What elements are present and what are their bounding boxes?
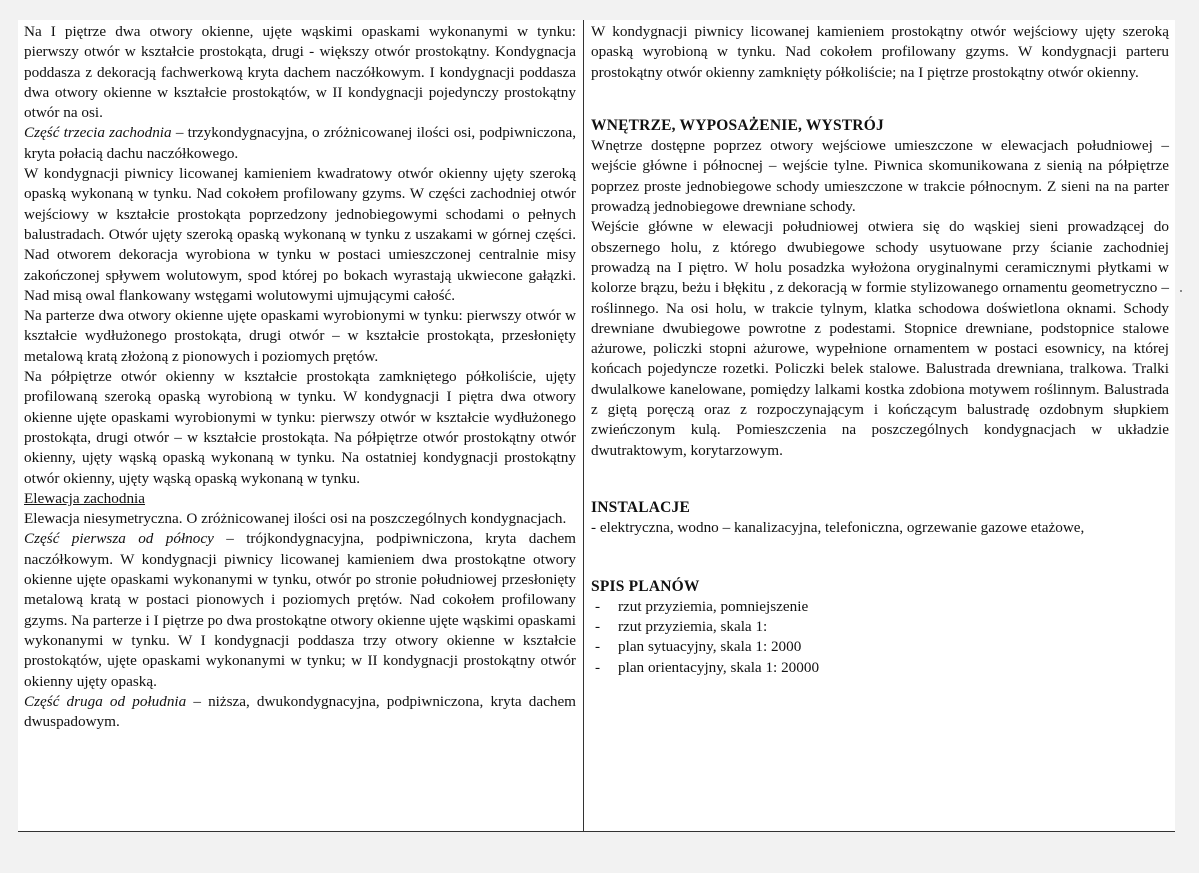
installations-text: - elektryczna, wodno – kanalizacyjna, telefoniczna, ogrzewanie gazowe etażowe,: [591, 519, 1085, 537]
plans-list-item: - rzut przyziemia, pomniejszenie: [591, 597, 1169, 617]
column-divider: [583, 20, 584, 831]
plans-list: [591, 597, 1169, 678]
paragraph-part-two-south: [24, 692, 576, 733]
plans-list-item: - plan orientacyjny, skala 1: 20000: [591, 658, 1169, 678]
right-column: [591, 22, 1169, 678]
part-one-north-text: trójkondygnacyjna, podpiwniczona, kryta dachem naczółkowym. W kondygnacji piwnicy licowanej kamieniem dwa prostokątne otwory okienne ujęte opaskami wykonanymi w tynku, otwór po stronie południowej przesłonięty metalową kratą w postaci pionowych i poziomych prętów. Nad cokołem profilowany gzyms. Na parterze i I piętrze po dwa prostokątne otwory okienne ujęte wąskimi opaskami wykonanymi w tynku. W I kondygnacji poddasza trzy otwory okienne w kształcie prostokątów, ujęte opaskami wykonanymi w tynku; w II kondygnacji prostokątny otwór okienny ujęty opaską.: [24, 530, 576, 690]
west-elevation-heading: Elewacja zachodnia: [24, 489, 146, 507]
interior-heading: WNĘTRZE, WYPOSAŻENIE, WYSTRÓJ: [591, 116, 884, 134]
plans-heading: SPIS PLANÓW: [591, 577, 700, 595]
paragraph-basement-entrance-right: W kondygnacji piwnicy licowanej kamieniem prostokątny otwór wejściowy ujęty szeroką opaską wyrobioną w tynku. Nad cokołem profilowany gzyms. W kondygnacji parteru prostokątny otwór okienny zamknięty półkoliście; na I piętrze prostokątny otwór okienny.: [591, 23, 1169, 81]
paragraph-west-elevation: Elewacja niesymetryczna. O zróżnicowanej ilości osi na poszczególnych kondygnacjach.: [24, 510, 567, 528]
left-column: [24, 22, 576, 732]
part-two-south-lead: Część druga od południa –: [24, 692, 201, 710]
part-three-west-text: trzykondygnacyjna, o zróżnicowanej ilości osi, podpiwniczona, kryta połacią dachu naczółkowego.: [24, 124, 577, 162]
paragraph-ground-floor: Na parterze dwa otwory okienne ujęte opaskami wyrobionymi w tynku: pierwszy otwór w kształcie wydłużonego prostokąta, drugi otwór – w kształcie prostokąta, przesłonięty metalową kratą złożoną z pionowych i poziomych prętów.: [24, 307, 576, 365]
paragraph-part-one-north: [24, 529, 576, 691]
part-three-west-lead: Część trzecia zachodnia –: [24, 124, 184, 142]
plans-list-item: - rzut przyziemia, skala 1:: [591, 617, 1169, 637]
installations-heading: INSTALACJE: [591, 498, 691, 516]
scan-speck: [1180, 290, 1182, 292]
paragraph-interior-hall: Wejście główne w elewacji południowej otwiera się do wąskiej sieni prowadzącej do obszernego holu, z którego dwubiegowe schody usytuowane przy ścianie zachodniej prowadzą na I piętro. W holu posadzka wyłożona oryginalnymi ceramicznymi płytkami w kolorze brązu, beżu i błękitu , z dekoracją w formie stylizowanego ornamentu geometryczno –roślinnego. Na osi holu, w trakcie tylnym, klatka schodowa doświetlona oknami. Schody drewniane dwubiegowe powrotne z podestami. Stopnice drewniane, podstopnice stalowe ażurowe, policzki stopni ażurowe, wypełnione ornamentem w postaci esownicy, na której końcach pojedyncze rozetki. Policzki belek stalowe. Balustrada drewniana, tralkowa. Tralki dwulalkowe kanelowane, pomiędzy lalkami kostka zdobiona motywem roślinnym. Balustrada z giętą poręczą oraz z rozpoczynającym i kończącym balustradę ozdobnym słupkiem zwieńczonym kulą. Pomieszczenia na poszczególnych kondygnacjach w układzie dwutraktowym, korytarzowym.: [591, 218, 1169, 459]
paragraph-first-floor-windows: Na I piętrze dwa otwory okienne, ujęte wąskimi opaskami wykonanymi w tynku: pierwszy otwór w kształcie prostokąta, drugi - większy otwór prostokątny. Kondygnacja poddasza z dekoracją fachwerkową kryta dachem naczółkowym. I kondygnacji poddasza dwa otwory okienne w kształcie prostokątów, w II kondygnacji pojedynczy prostokątny otwór na osi.: [24, 23, 576, 122]
plans-list-item: - plan sytuacyjny, skala 1: 2000: [591, 637, 1169, 657]
part-two-south-text: niższa, dwukondygnacyjna, podpiwniczona, kryta dachem dwuspadowym.: [24, 692, 576, 731]
paragraph-part-three-west: [24, 123, 576, 164]
part-one-north-lead: Część pierwsza od północy –: [24, 530, 234, 548]
paragraph-interior-access: Wnętrze dostępne poprzez otwory wejściowe umieszczone w elewacjach południowej – wejście główne i północnej – wejście tylne. Piwnica skomunikowana z sienią na półpiętrze poprzez proste jednobiegowe schody umieszczone w trakcie północnym. Z sieni na na parter prowadzą jednobiegowe drewniane schody.: [591, 137, 1169, 216]
bottom-rule: [18, 831, 1175, 832]
paragraph-mezzanine: Na półpiętrze otwór okienny w kształcie prostokąta zamkniętego półkoliście, ujęty profilowaną szeroką opaską wyrobioną w tynku. W kondygnacji I piętra dwa otwory okienne ujęte opaskami wyrobionymi w tynku: pierwszy otwór w kształcie wydłużonego prostokąta, drugi otwór – w kształcie prostokąta. Na półpiętrze otwór prostokątny otwór okienny, ujęty wąską opaską wykonaną w tynku. Na ostatniej kondygnacji prostokątny otwór okienny, ujęty wąską opaską wykonaną w tynku.: [24, 368, 576, 487]
paragraph-basement-entrance: W kondygnacji piwnicy licowanej kamieniem kwadratowy otwór okienny ujęty szeroką opaską wykonaną w tynku. Nad cokołem profilowany gzyms. W części zachodniej otwór wejściowy w kształcie prostokąta poprzedzony jednobiegowymi schodami o pełnych balustradach. Otwór ujęty szeroką opaską wykonaną w tynku z uszakami w górnej części. Nad otworem dekoracja wyrobiona w tynku w postaci umieszczonej centralnie misy zakończonej spływem wolutowym, spod której po bokach wyrastają ukwiecone gałązki. Nad misą owal flankowany wstęgami wolutowymi ujmującymi całość.: [24, 165, 576, 304]
